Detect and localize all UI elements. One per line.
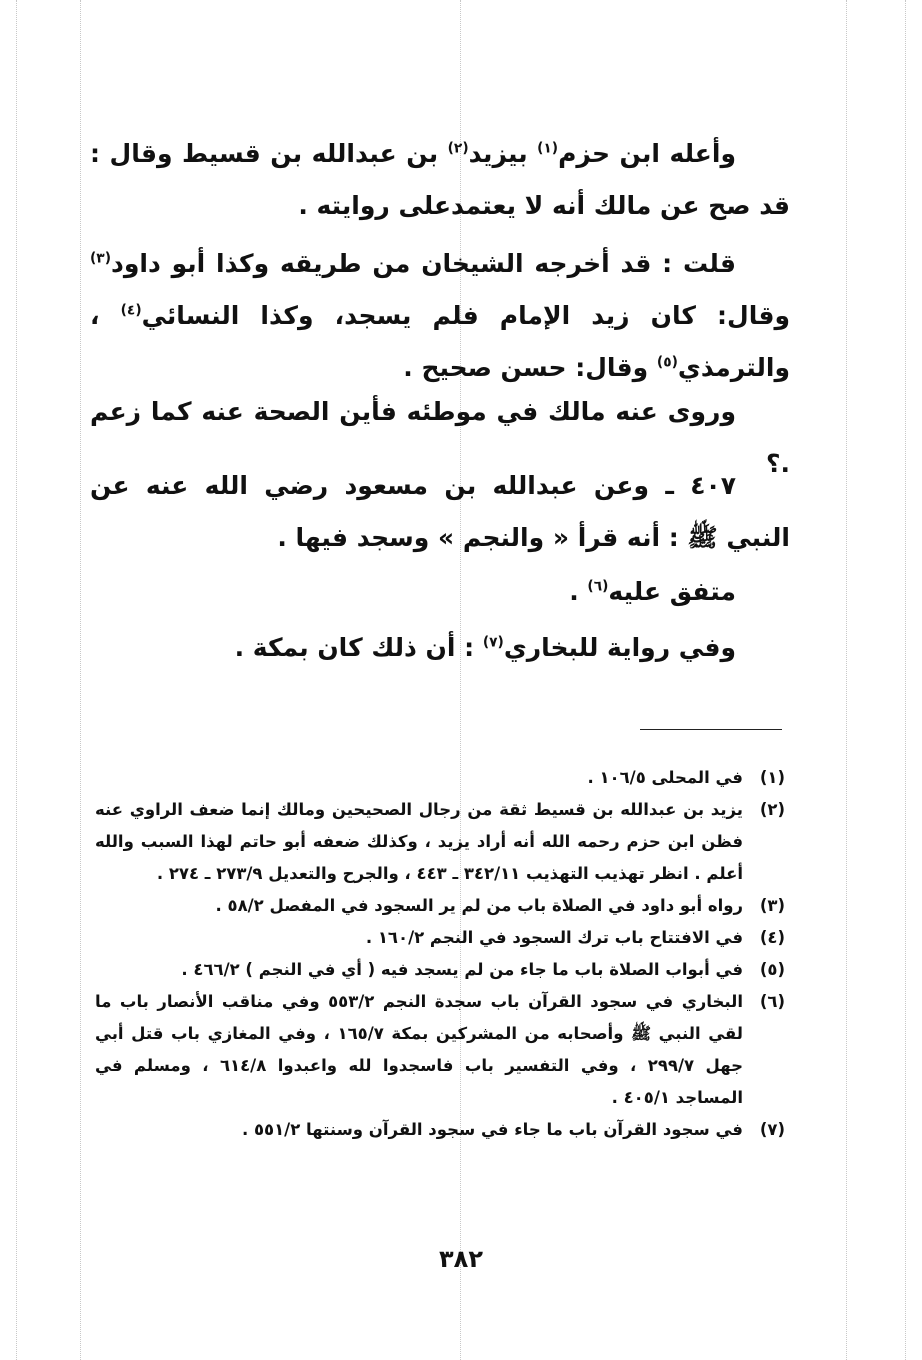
footnote-number: (٧) (759, 1120, 785, 1139)
footnotes (95, 762, 785, 1146)
footnote (95, 762, 785, 794)
paragraph-2: قلت : قد أخرجه الشيخان من طريقه وكذا أبو داود$^{(٣)}$ وقال: كان زيد الإمام فلم يسجد، وكذا النسائي$^{(٤)}$ ، والترمذي$^{(٥)}$ وقال: حسن صحيح . (90, 249, 790, 382)
footnote-text: يزيد بن عبدالله بن قسيط ثقة من رجال الصحيحين ومالك إنما ضعف الراوي عنه فظن ابن حزم رحمه الله أنه أراد يزيد ، وكذلك ضعفه أبو حاتم لهذا السبب والله أعلم . انظر تهذيب التهذيب ٣٤٢/١١ ـ ٤٤٣ ، والجرح والتعديل ٢٧٣/٩ ـ ٢٧٤ . (95, 800, 743, 883)
footnote-number: (١) (759, 768, 785, 787)
footnote-number: (٦) (759, 992, 785, 1011)
footnote (95, 794, 785, 890)
page-number: ٣٨٢ (439, 1245, 483, 1273)
paragraph-6: وفي رواية للبخاري$^{(٧)}$ : أن ذلك كان بمكة . (234, 633, 736, 662)
paragraph-3: وروى عنه مالك في موطئه فأين الصحة عنه كما زعم .؟ (90, 397, 790, 478)
main-text (90, 128, 790, 232)
paragraph-5: متفق عليه$^{(٦)}$ . (569, 577, 736, 606)
footnote (95, 986, 785, 1114)
footnote-text: في سجود القرآن باب ما جاء في سجود القرآن وسنتها ٥٥١/٢ . (241, 1120, 743, 1139)
footnote (95, 954, 785, 986)
footnote-separator (640, 729, 782, 730)
footnote-number: (٥) (759, 960, 785, 979)
footnote (95, 1114, 785, 1146)
footnote-text: البخاري في سجود القرآن باب سجدة النجم ٥٥٣/٢ وفي مناقب الأنصار باب ما لقي النبي ﷺ وأصحابه من المشركين بمكة ١٦٥/٧ ، وفي المغازي باب قتل أبي جهل ٢٩٩/٧ ، وفي التفسير باب فاسجدوا لله واعبدوا ٦١٤/٨ ، ومسلم في المساجد ٤٠٥/١ . (95, 992, 743, 1107)
hadith-407: ٤٠٧ ـ وعن عبدالله بن مسعود رضي الله عنه عن النبي ﷺ : أنه قرأ « والنجم » وسجد فيها . (90, 471, 790, 552)
footnote (95, 890, 785, 922)
main-text (90, 460, 790, 564)
paragraph-1: وأعله ابن حزم$^{(١)}$ بيزيد$^{(٢)}$ بن عبدالله بن قسيط وقال : قد صح عن مالك أنه لا يعتمدعلى روايته . (90, 139, 790, 220)
footnote-text: في المحلى ١٠٦/٥ . (587, 768, 743, 787)
main-text (90, 566, 790, 618)
main-text (90, 622, 790, 674)
main-text (90, 238, 790, 394)
footnote-text: في أبواب الصلاة باب ما جاء من لم يسجد فيه ( أي في النجم ) ٤٦٦/٢ . (181, 960, 743, 979)
footnote-number: (٤) (759, 928, 785, 947)
footnote-number: (٢) (759, 800, 785, 819)
footnote-text: في الافتتاح باب ترك السجود في النجم ١٦٠/٢ . (365, 928, 743, 947)
footnote-number: (٣) (759, 896, 785, 915)
footnote (95, 922, 785, 954)
footnote-text: رواه أبو داود في الصلاة باب من لم ير السجود في المفصل ٥٨/٢ . (215, 896, 743, 915)
